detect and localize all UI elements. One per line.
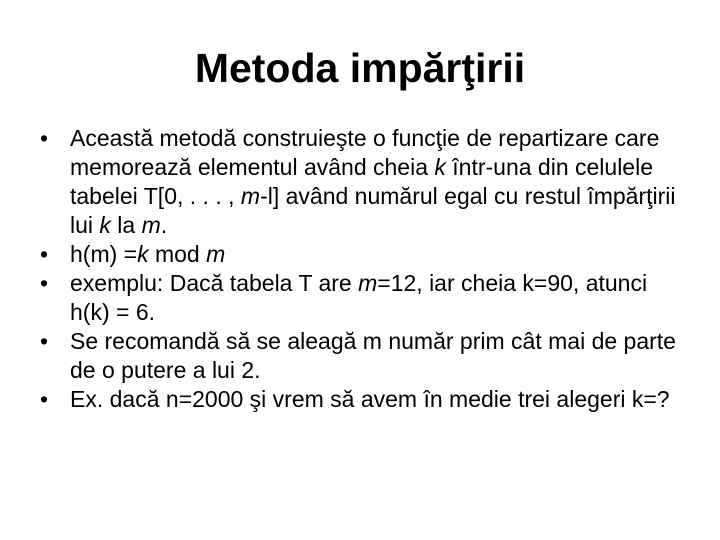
- bullet-item: [40, 327, 680, 385]
- text-segment: exemplu: Dacă tabela T are: [70, 270, 359, 296]
- italic-variable: k: [434, 154, 446, 180]
- text-segment: la: [110, 212, 142, 238]
- bullet-item: [40, 240, 680, 269]
- text-segment: mod: [148, 241, 207, 267]
- italic-variable: m: [141, 212, 161, 238]
- text-segment: h(m) =: [70, 241, 138, 267]
- text-segment: =12, iar cheia k=90, atunci h(k) = 6.: [70, 270, 648, 325]
- text-segment: într-una din celulele tabelei T[0, . . . ,: [70, 154, 653, 209]
- text-segment: .: [160, 212, 168, 238]
- bullet-item: [40, 385, 680, 414]
- italic-variable: m: [358, 270, 378, 296]
- text-segment: -l] având numărul egal cu restul împărţirii lui: [70, 183, 676, 238]
- text-segment: Se recomandă să se aleagă m număr prim cât mai de parte de o putere a lui 2.: [70, 328, 676, 383]
- bullet-item: [40, 124, 680, 240]
- bullet-marker: •: [40, 386, 49, 412]
- slide-title: Metoda impărţirii: [194, 45, 526, 91]
- bullet-marker: •: [40, 270, 49, 296]
- text-segment: Ex. dacă n=2000 şi vrem să avem în medie trei alegeri k=?: [70, 386, 670, 412]
- bullet-marker: •: [40, 328, 49, 354]
- bullet-text: [70, 386, 670, 412]
- italic-variable: k: [99, 212, 111, 238]
- bullet-item: [40, 269, 680, 327]
- bullet-marker: •: [40, 125, 49, 151]
- italic-variable: k: [137, 241, 149, 267]
- italic-variable: m: [240, 183, 261, 209]
- bullet-text: [70, 270, 647, 325]
- bullet-list: [40, 124, 680, 414]
- text-segment: Această metodă construieşte o funcţie de repartizare care memorează elementul având cheia: [70, 125, 660, 180]
- italic-variable: m: [206, 241, 226, 267]
- bullet-text: [70, 125, 676, 238]
- bullet-text: [70, 328, 676, 383]
- bullet-marker: •: [40, 241, 49, 267]
- bullet-text: [70, 241, 225, 267]
